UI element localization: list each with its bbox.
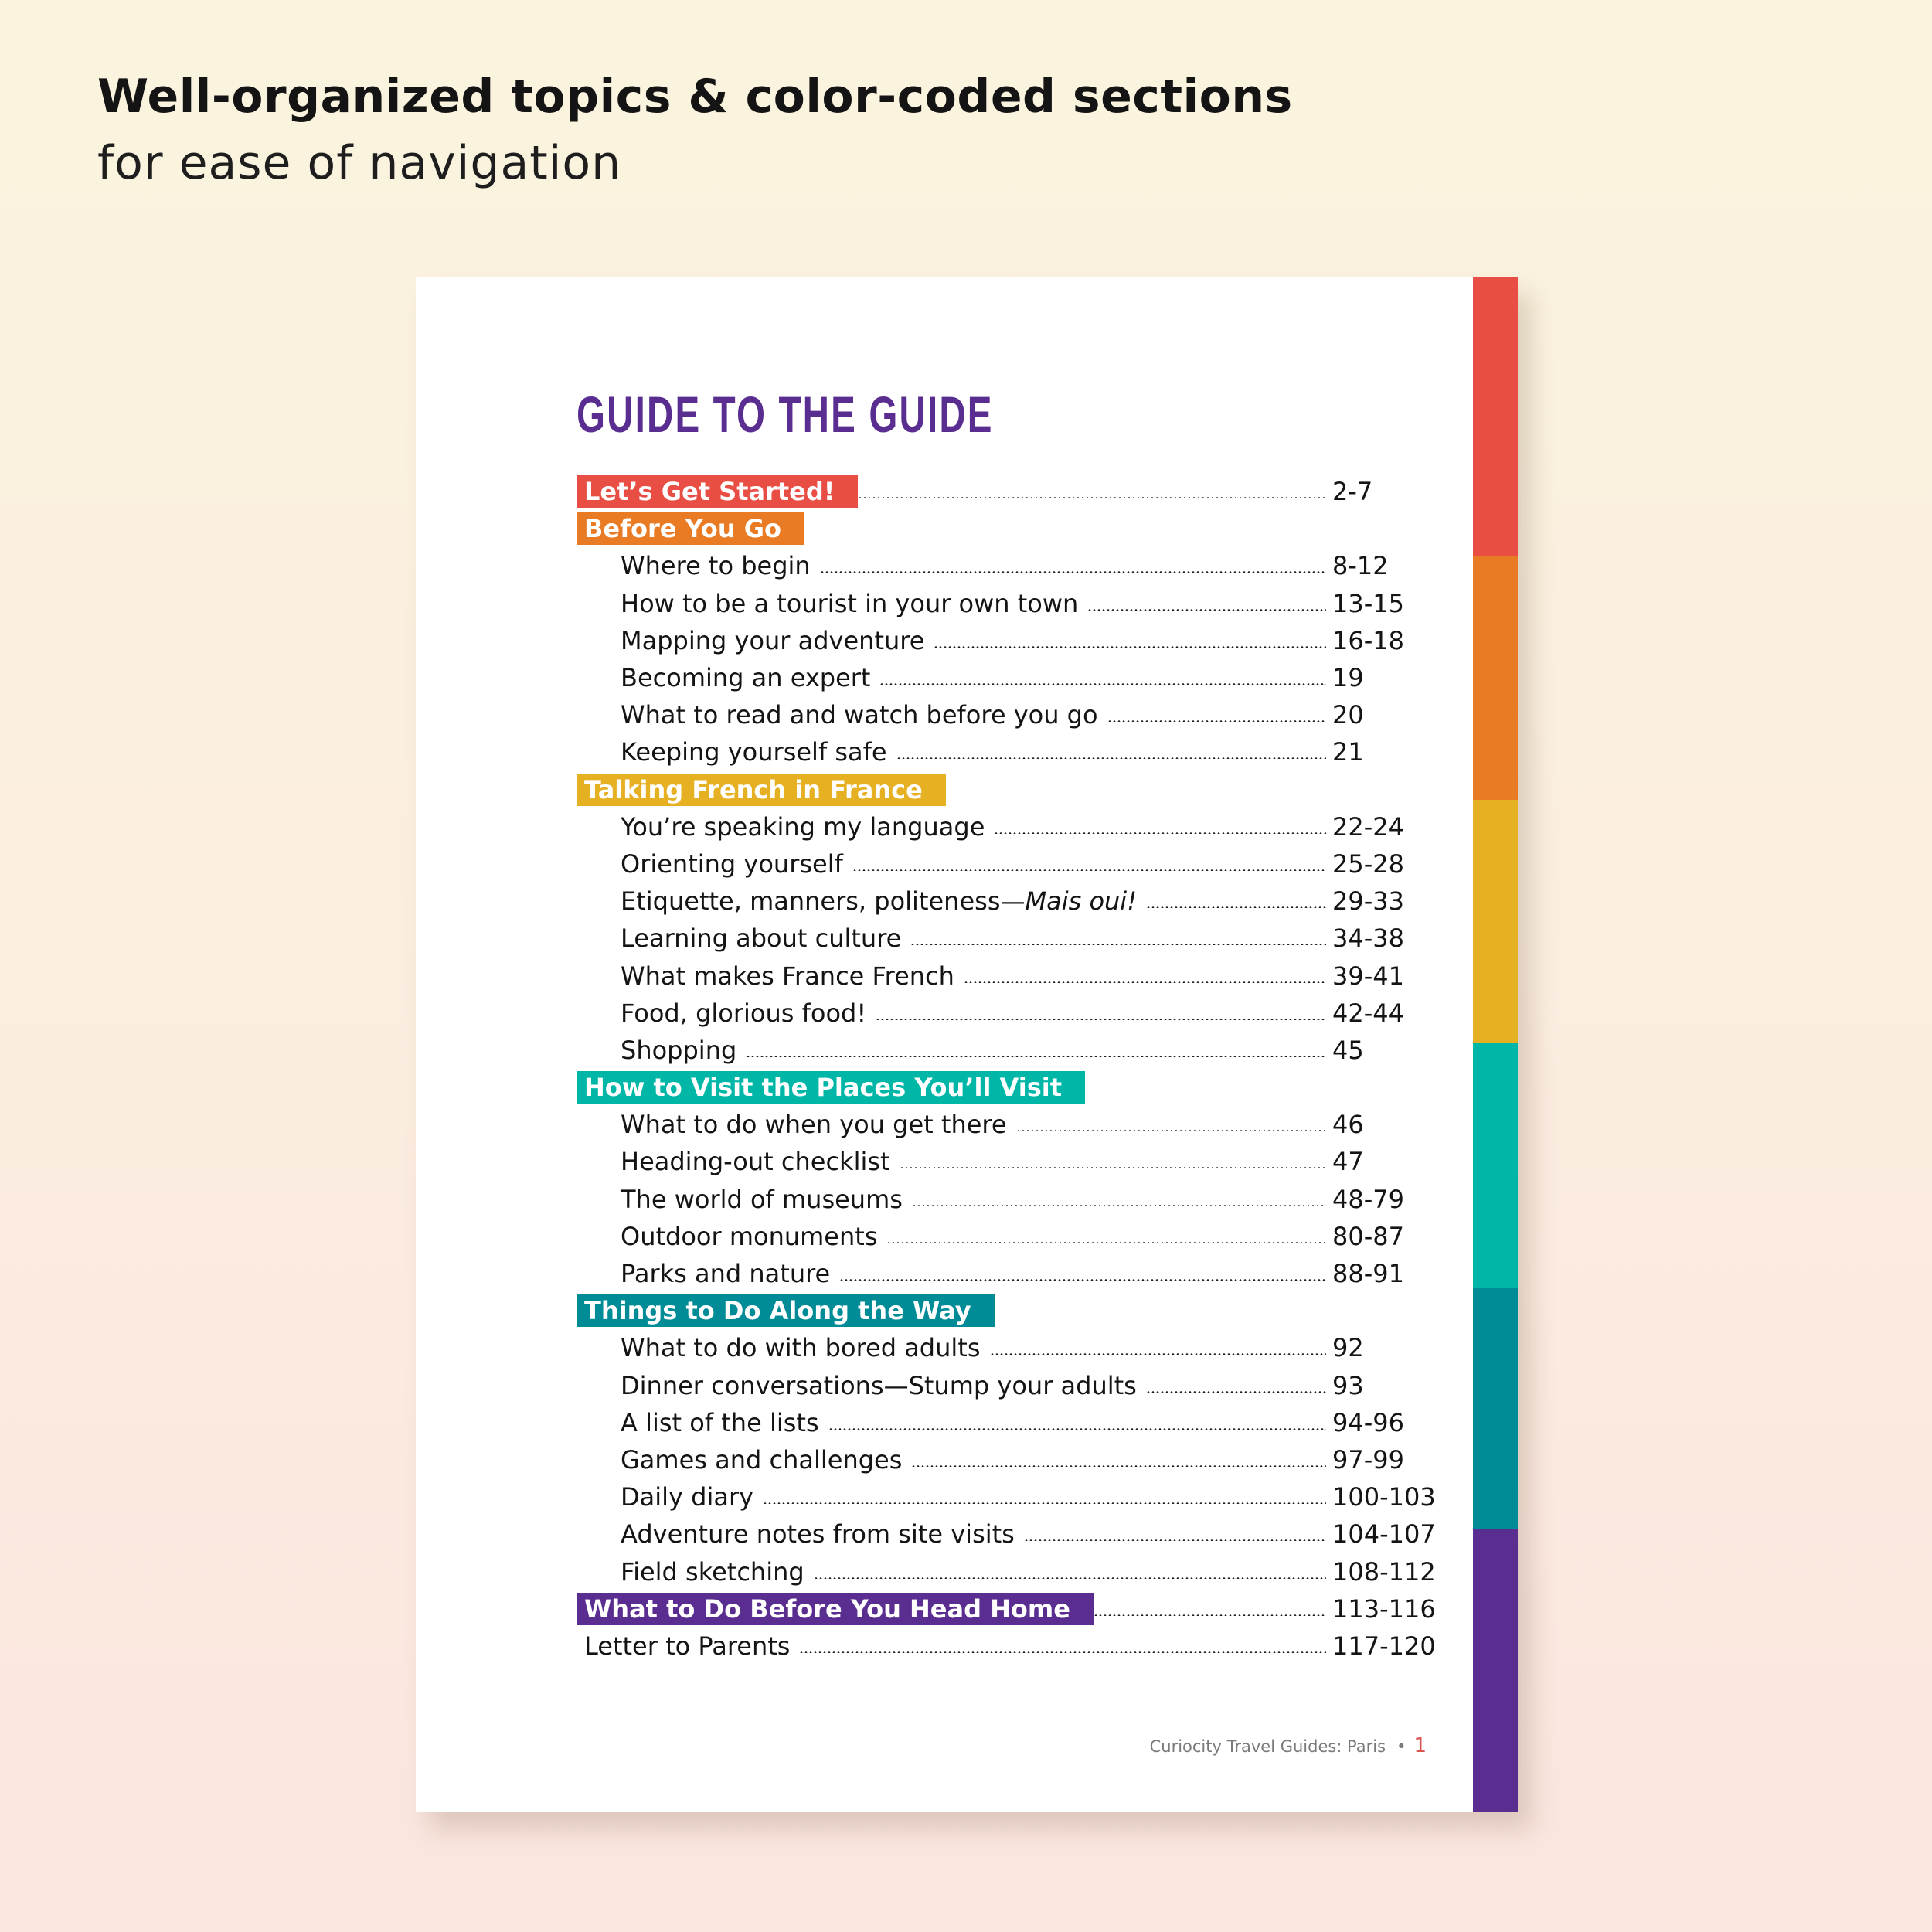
- toc-dot-leader: [934, 646, 1326, 648]
- toc-entry-row[interactable]: [577, 845, 1442, 883]
- toc-label-text: Where to begin: [621, 551, 811, 581]
- toc-page-range: 16-18: [1332, 625, 1404, 655]
- toc-entry-label: [577, 1036, 746, 1065]
- toc-dot-leader: [990, 1353, 1327, 1355]
- toc-dot-leader: [814, 1577, 1326, 1579]
- toc-entry-label: [577, 1631, 799, 1661]
- toc-label-text: What to do when you get there: [621, 1110, 1007, 1140]
- toc-entry-label: [577, 737, 896, 767]
- toc-dot-leader: [1107, 720, 1326, 722]
- toc-label-text: The world of museums: [621, 1184, 903, 1214]
- toc-entry-row[interactable]: [577, 1367, 1442, 1404]
- toc-dot-leader: [820, 571, 1326, 573]
- toc-entry-label: [577, 700, 1107, 730]
- toc-entry-row[interactable]: [577, 547, 1442, 584]
- toc-dot-leader: [876, 1019, 1326, 1020]
- toc-entry-label: [577, 1557, 814, 1587]
- toc-dot-leader: [964, 981, 1326, 983]
- toc-dot-leader: [911, 1465, 1326, 1467]
- toc-label-text: Outdoor monuments: [621, 1221, 878, 1251]
- page-footer: [1150, 1734, 1427, 1757]
- footer-page-number: 1: [1413, 1734, 1427, 1757]
- toc-entry-row[interactable]: [577, 883, 1442, 920]
- toc-entry-label: [577, 961, 964, 991]
- toc-section-row[interactable]: [577, 1292, 1442, 1329]
- toc-section-label: [577, 1071, 1085, 1104]
- toc-entry-label: [577, 626, 934, 655]
- toc-label-text: Things to Do Along the Way: [584, 1296, 971, 1326]
- toc-label-text: Keeping yourself safe: [621, 737, 887, 767]
- toc-label-text: Dinner conversations—Stump your adults: [621, 1370, 1137, 1400]
- toc-entry-row[interactable]: [577, 808, 1442, 845]
- toc-page-range: 39-41: [1332, 961, 1404, 991]
- toc-label-text: Mapping your adventure: [621, 625, 925, 655]
- toc-label-text: What to do with bored adults: [621, 1333, 981, 1363]
- toc-dot-leader: [1146, 1391, 1326, 1393]
- toc-page-range: 100-103: [1332, 1482, 1436, 1512]
- toc-entry-label: [577, 1110, 1016, 1139]
- toc-entry-row[interactable]: [577, 733, 1442, 770]
- toc-page-range: 22-24: [1332, 811, 1404, 842]
- toc-page-range: 108-112: [1332, 1556, 1436, 1587]
- toc-entry-row[interactable]: [577, 622, 1442, 659]
- toc-entry-row[interactable]: [577, 1441, 1442, 1478]
- toc-dot-leader: [763, 1502, 1326, 1504]
- toc-page-range: 19: [1332, 663, 1364, 693]
- toc-dot-leader: [1094, 1614, 1326, 1616]
- toc-page-range: 8-12: [1332, 551, 1389, 581]
- toc-dot-leader: [746, 1056, 1326, 1057]
- section-tab-1[interactable]: [1473, 277, 1518, 556]
- toc-entry-label: [577, 551, 820, 580]
- toc-entry-row[interactable]: [577, 1404, 1442, 1441]
- promo-subheadline: for ease of navigation: [97, 136, 622, 190]
- toc-section-label: [577, 1593, 1094, 1625]
- toc-dot-leader: [994, 832, 1326, 834]
- toc-entry-label: [577, 886, 1146, 916]
- toc-entry-row[interactable]: [577, 1106, 1442, 1143]
- toc-entry-row[interactable]: [577, 1515, 1442, 1553]
- toc-section-label: [577, 475, 858, 508]
- toc-entry-label: [577, 998, 876, 1028]
- toc-dot-leader: [879, 683, 1326, 685]
- toc-section-row[interactable]: [577, 771, 1442, 808]
- toc-dot-leader: [910, 944, 1326, 945]
- toc-entry-label: [577, 1333, 990, 1362]
- toc-label-text: Becoming an expert: [621, 663, 871, 693]
- toc-page-range: 97-99: [1332, 1444, 1404, 1475]
- toc-label-text: Letter to Parents: [584, 1631, 791, 1661]
- toc-dot-leader: [858, 497, 1326, 498]
- toc-page-range: 47: [1332, 1147, 1364, 1177]
- toc-entry-row[interactable]: [577, 1181, 1442, 1218]
- section-tab-3[interactable]: [1473, 800, 1518, 1043]
- toc-entry-label: [577, 849, 852, 879]
- toc-entry-label: [577, 812, 994, 842]
- toc-dot-leader: [1146, 906, 1326, 908]
- toc-entry-row[interactable]: [577, 1329, 1442, 1366]
- toc-label-text: Shopping: [621, 1035, 737, 1065]
- toc-entry-label: [577, 1408, 828, 1437]
- toc-dot-leader: [852, 869, 1326, 871]
- toc-dot-leader: [886, 1242, 1326, 1243]
- toc-label-text: You’re speaking my language: [621, 811, 985, 842]
- toc-dot-leader: [799, 1651, 1326, 1653]
- toc-label-text: Learning about culture: [621, 923, 902, 954]
- toc-label-text: What to read and watch before you go: [621, 700, 1098, 730]
- toc-entry-label: [577, 1445, 911, 1475]
- toc-page-range: 45: [1332, 1035, 1364, 1065]
- toc-entry-row[interactable]: [577, 1143, 1442, 1180]
- toc-entry-label: [577, 1185, 912, 1214]
- toc-entry-label: [577, 1482, 763, 1512]
- toc-entry-row[interactable]: [577, 1478, 1442, 1515]
- toc-section-label: [577, 512, 804, 545]
- toc-entry-label: [577, 1259, 839, 1288]
- toc-label-text: Adventure notes from site visits: [621, 1519, 1015, 1549]
- section-tab-2[interactable]: [1473, 556, 1518, 800]
- toc-page-range: 117-120: [1332, 1631, 1436, 1661]
- toc-dot-leader: [839, 1279, 1326, 1281]
- footer-book-title: Curiocity Travel Guides: Paris: [1149, 1737, 1386, 1756]
- footer-separator: •: [1396, 1737, 1406, 1756]
- toc-page-range: 92: [1332, 1333, 1364, 1363]
- toc-section-row[interactable]: [577, 510, 1442, 547]
- toc-page-range: 48-79: [1332, 1184, 1404, 1214]
- toc-page-range: 113-116: [1332, 1594, 1436, 1624]
- toc-label-text: What makes France French: [621, 961, 954, 991]
- toc-page-range: 94-96: [1332, 1407, 1404, 1437]
- toc-page-range: 29-33: [1332, 886, 1404, 917]
- toc-entry-row[interactable]: [577, 920, 1442, 957]
- toc-entry-label: [577, 1222, 886, 1251]
- toc-entry-label: [577, 1147, 900, 1176]
- toc-label-text: What to Do Before You Head Home: [584, 1594, 1070, 1624]
- toc-section-label: [577, 1294, 995, 1327]
- toc-entry-row[interactable]: [577, 696, 1442, 733]
- section-tab-6[interactable]: [1473, 1529, 1518, 1812]
- toc-page-range: 88-91: [1332, 1259, 1404, 1289]
- toc-label-text: Let’s Get Started!: [584, 477, 835, 507]
- toc-entry-label: [577, 923, 910, 953]
- toc-label-text: A list of the lists: [621, 1407, 819, 1437]
- section-color-tabs: [1473, 277, 1518, 1812]
- toc-page-range: 2-7: [1332, 477, 1373, 507]
- toc-dot-leader: [828, 1428, 1326, 1430]
- toc-page-range: 25-28: [1332, 849, 1404, 879]
- toc-label-text: Before You Go: [584, 514, 782, 544]
- toc-section-row[interactable]: [577, 1069, 1442, 1106]
- toc-entry-row[interactable]: [577, 1255, 1442, 1292]
- toc-page-range: 46: [1332, 1110, 1364, 1140]
- toc-dot-leader: [900, 1167, 1326, 1168]
- toc-label-text: How to be a tourist in your own town: [621, 588, 1079, 618]
- toc-label-text: Parks and nature: [621, 1259, 831, 1289]
- page-title: GUIDE TO THE GUIDE: [577, 386, 994, 443]
- toc-dot-leader: [896, 757, 1326, 759]
- toc-dot-leader: [912, 1205, 1326, 1206]
- toc-label-text: Talking French in France: [584, 774, 923, 804]
- toc-entry-row[interactable]: [577, 585, 1442, 622]
- toc-entry-row[interactable]: [577, 1218, 1442, 1255]
- toc-dot-leader: [1024, 1539, 1326, 1541]
- toc-section-row[interactable]: [577, 1590, 1442, 1628]
- toc-page-range: 93: [1332, 1370, 1364, 1400]
- toc-label-text: Food, glorious food!: [621, 998, 867, 1028]
- section-tab-5[interactable]: [1473, 1288, 1518, 1529]
- toc-label-text: Field sketching: [621, 1556, 804, 1587]
- toc-entry-label: [577, 1519, 1024, 1549]
- toc-page-range: 13-15: [1332, 588, 1404, 618]
- toc-label-text: Orienting yourself: [621, 849, 843, 879]
- toc-label-italic: Mais oui!: [1025, 886, 1138, 917]
- toc-entry-row[interactable]: [577, 957, 1442, 994]
- toc-label-text: Games and challenges: [621, 1444, 903, 1475]
- toc-page-range: 42-44: [1332, 998, 1404, 1028]
- toc-label-text: Daily diary: [621, 1482, 754, 1512]
- toc-entry-label: [577, 589, 1087, 618]
- toc-dot-leader: [1087, 609, 1326, 611]
- toc-entry-row[interactable]: [577, 995, 1442, 1032]
- toc-entry-row[interactable]: [577, 659, 1442, 696]
- toc-entry-row[interactable]: [577, 1628, 1442, 1665]
- toc-entry-label: [577, 1371, 1146, 1400]
- toc-page-range: 34-38: [1332, 923, 1404, 954]
- toc-section-row[interactable]: [577, 473, 1442, 510]
- toc-page-range: 104-107: [1332, 1519, 1436, 1549]
- toc-section-label: [577, 774, 946, 806]
- book-page: [416, 277, 1518, 1812]
- toc-page-range: 20: [1332, 700, 1364, 730]
- toc-label-text: How to Visit the Places You’ll Visit: [584, 1073, 1063, 1103]
- toc-entry-row[interactable]: [577, 1553, 1442, 1590]
- toc-label-text: Heading-out checklist: [621, 1147, 890, 1177]
- toc-entry-label: [577, 663, 879, 692]
- toc-label-text: Etiquette, manners, politeness—: [621, 886, 1026, 917]
- promo-headline: Well-organized topics & color-coded sections: [97, 70, 1293, 124]
- toc-dot-leader: [1016, 1130, 1326, 1131]
- table-of-contents: [577, 473, 1442, 1665]
- toc-page-range: 21: [1332, 737, 1364, 767]
- toc-page-range: 80-87: [1332, 1221, 1404, 1251]
- toc-entry-row[interactable]: [577, 1032, 1442, 1069]
- section-tab-4[interactable]: [1473, 1043, 1518, 1288]
